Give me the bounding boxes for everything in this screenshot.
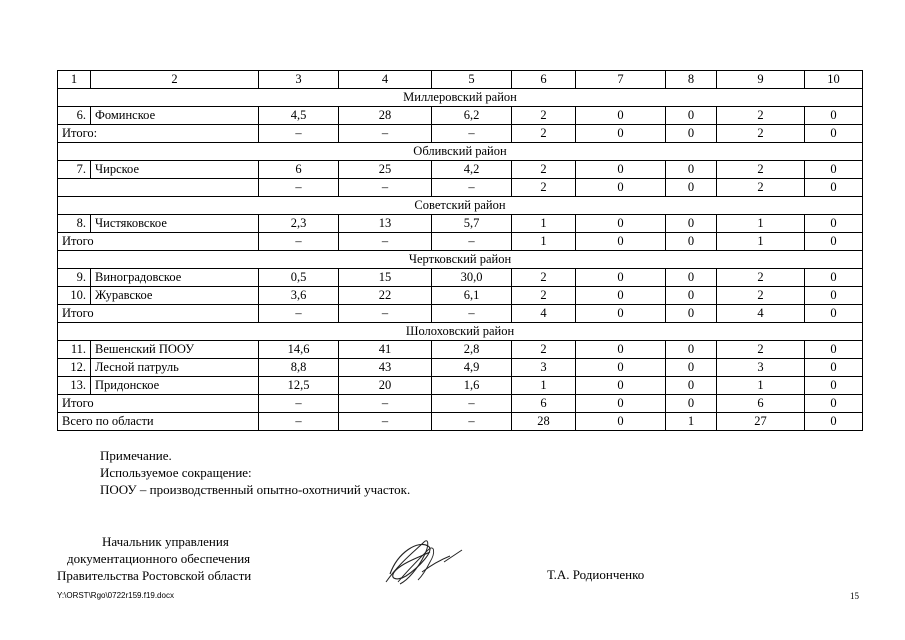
header-cell: 5 [432,71,512,89]
total-label: Итого [58,395,259,413]
value-cell: 4,2 [432,161,512,179]
value-cell: 20 [339,377,432,395]
header-cell: 8 [666,71,717,89]
value-cell: 0 [805,359,863,377]
value-cell: 0 [666,341,717,359]
grand-total-value-cell: 1 [666,413,717,431]
total-value-cell: 4 [717,305,805,323]
total-label [58,179,259,197]
value-cell: 30,0 [432,269,512,287]
grand-total-value-cell: – [339,413,432,431]
total-value-cell: 6 [717,395,805,413]
total-value-cell: – [432,125,512,143]
value-cell: 1 [512,215,576,233]
value-cell: 2,3 [259,215,339,233]
note-block [100,447,410,498]
value-cell: 12,5 [259,377,339,395]
total-value-cell: – [339,233,432,251]
signature-position-title [57,533,251,584]
position-line-3: Правительства Ростовской области [57,568,252,583]
value-cell: 4,9 [432,359,512,377]
value-cell: 0 [576,161,666,179]
value-cell: 41 [339,341,432,359]
value-cell: 4,5 [259,107,339,125]
district-row [58,251,863,269]
note-title: Примечание. [100,448,172,463]
site-name: Вешенский ПООУ [91,341,259,359]
total-value-cell: 0 [576,305,666,323]
total-value-cell: 0 [666,179,717,197]
value-cell: 0 [666,287,717,305]
value-cell: 0 [805,341,863,359]
grand-total-value-cell: – [432,413,512,431]
value-cell: 1 [512,377,576,395]
total-value-cell: 2 [512,179,576,197]
table-row [58,377,863,395]
district-name: Советский район [58,197,863,215]
value-cell: 0 [805,377,863,395]
district-name: Чертковский район [58,251,863,269]
value-cell: 0 [666,107,717,125]
total-value-cell: 1 [512,233,576,251]
table-body [58,71,863,431]
value-cell: 0 [666,161,717,179]
value-cell: 14,6 [259,341,339,359]
site-name: Придонское [91,377,259,395]
value-cell: 0 [576,287,666,305]
total-value-cell: 0 [576,233,666,251]
district-name: Миллеровский район [58,89,863,107]
position-line-1: Начальник управления [102,534,229,549]
total-value-cell: 2 [717,179,805,197]
position-line-2: документационного обеспечения [67,551,251,566]
value-cell: 1 [717,215,805,233]
total-value-cell: – [259,305,339,323]
value-cell: 15 [339,269,432,287]
site-name: Виноградовское [91,269,259,287]
table-row [58,341,863,359]
value-cell: 0 [666,377,717,395]
value-cell: 2 [512,287,576,305]
signer-name: Т.А. Родионченко [547,567,645,582]
value-cell: 28 [339,107,432,125]
table-row [58,269,863,287]
footer-file-path: Y:\ORST\Rgo\0722r159.f19.docx [57,591,174,600]
total-value-cell: – [432,179,512,197]
value-cell: 0 [666,269,717,287]
total-value-cell: 0 [805,395,863,413]
total-value-cell: 4 [512,305,576,323]
header-cell: 3 [259,71,339,89]
table-row [58,215,863,233]
value-cell: 2 [717,107,805,125]
total-label: Итого [58,305,259,323]
total-value-cell: 0 [666,395,717,413]
grand-total-value-cell: – [259,413,339,431]
value-cell: 5,7 [432,215,512,233]
value-cell: 25 [339,161,432,179]
value-cell: 0 [805,287,863,305]
value-cell: 0 [666,359,717,377]
header-cell: 6 [512,71,576,89]
header-cell: 4 [339,71,432,89]
total-row [58,179,863,197]
total-row [58,233,863,251]
table-row [58,107,863,125]
value-cell: 0 [805,215,863,233]
total-value-cell: – [432,233,512,251]
grand-total-label: Всего по области [58,413,259,431]
total-value-cell: 0 [666,125,717,143]
value-cell: 3 [512,359,576,377]
total-value-cell: – [259,179,339,197]
total-value-cell: 2 [512,125,576,143]
note-abbrev-definition: ПООУ – производственный опытно-охотничий участок. [100,482,411,497]
row-number: 7. [58,161,91,179]
total-value-cell: 6 [512,395,576,413]
value-cell: 2 [717,269,805,287]
row-number: 11. [58,341,91,359]
value-cell: 2,8 [432,341,512,359]
site-name: Журавское [91,287,259,305]
total-value-cell: – [259,395,339,413]
total-value-cell: 0 [576,395,666,413]
grand-total-value-cell: 27 [717,413,805,431]
header-cell: 9 [717,71,805,89]
value-cell: 0 [666,215,717,233]
value-cell: 0 [576,107,666,125]
grand-total-row [58,413,863,431]
total-row [58,395,863,413]
value-cell: 0 [576,215,666,233]
district-row [58,323,863,341]
value-cell: 1,6 [432,377,512,395]
value-cell: 0 [576,377,666,395]
district-name: Обливский район [58,143,863,161]
site-name: Чистяковское [91,215,259,233]
page-number: 15 [850,591,859,601]
value-cell: 2 [512,107,576,125]
value-cell: 2 [512,161,576,179]
value-cell: 2 [717,161,805,179]
total-value-cell: 0 [666,233,717,251]
table-row [58,287,863,305]
value-cell: 2 [512,269,576,287]
header-row [58,71,863,89]
table-row [58,161,863,179]
header-cell: 10 [805,71,863,89]
total-value-cell: 0 [666,305,717,323]
value-cell: 2 [717,287,805,305]
total-value-cell: 1 [717,233,805,251]
total-value-cell: 0 [576,179,666,197]
value-cell: 8,8 [259,359,339,377]
district-row [58,197,863,215]
value-cell: 1 [717,377,805,395]
total-value-cell: – [259,125,339,143]
value-cell: 0 [805,107,863,125]
district-row [58,143,863,161]
grand-total-value-cell: 0 [576,413,666,431]
total-label: Итого: [58,125,259,143]
district-row [58,89,863,107]
value-cell: 6 [259,161,339,179]
data-table [57,70,863,431]
total-value-cell: – [339,179,432,197]
value-cell: 2 [717,341,805,359]
value-cell: 0 [576,341,666,359]
value-cell: 0 [576,359,666,377]
grand-total-value-cell: 0 [805,413,863,431]
table-row [58,359,863,377]
header-cell: 2 [91,71,259,89]
row-number: 6. [58,107,91,125]
row-number: 9. [58,269,91,287]
row-number: 8. [58,215,91,233]
row-number: 10. [58,287,91,305]
total-value-cell: – [339,305,432,323]
value-cell: 6,1 [432,287,512,305]
site-name: Фоминское [91,107,259,125]
value-cell: 0 [805,161,863,179]
total-value-cell: – [432,395,512,413]
value-cell: 43 [339,359,432,377]
site-name: Лесной патруль [91,359,259,377]
row-number: 13. [58,377,91,395]
total-label: Итого [58,233,259,251]
total-row [58,305,863,323]
value-cell: 2 [512,341,576,359]
total-value-cell: 2 [717,125,805,143]
value-cell: 22 [339,287,432,305]
total-value-cell: 0 [805,305,863,323]
total-value-cell: 0 [805,125,863,143]
value-cell: 3 [717,359,805,377]
value-cell: 6,2 [432,107,512,125]
grand-total-value-cell: 28 [512,413,576,431]
value-cell: 0 [576,269,666,287]
value-cell: 0 [805,269,863,287]
total-value-cell: – [432,305,512,323]
value-cell: 13 [339,215,432,233]
total-value-cell: 0 [805,179,863,197]
total-value-cell: – [339,395,432,413]
row-number: 12. [58,359,91,377]
value-cell: 3,6 [259,287,339,305]
district-name: Шолоховский район [58,323,863,341]
handwritten-signature-icon [378,532,468,592]
total-value-cell: – [259,233,339,251]
header-cell: 1 [58,71,91,89]
header-cell: 7 [576,71,666,89]
note-abbrev-heading: Используемое сокращение: [100,465,252,480]
value-cell: 0,5 [259,269,339,287]
total-value-cell: 0 [576,125,666,143]
site-name: Чирское [91,161,259,179]
total-row [58,125,863,143]
total-value-cell: – [339,125,432,143]
total-value-cell: 0 [805,233,863,251]
